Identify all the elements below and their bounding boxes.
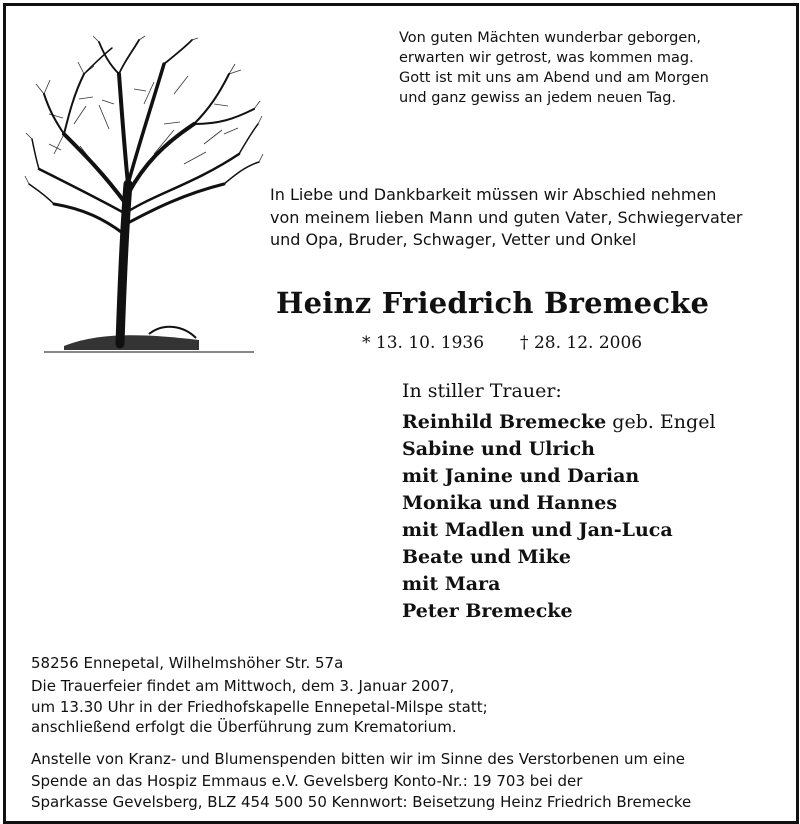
intro-line: In Liebe und Dankbarkeit müssen wir Abschied nehmen [270,185,717,204]
donation-line: Sparkasse Gevelsberg, BLZ 454 500 50 Kennwort: Beisetzung Heinz Friedrich Bremecke [31,793,692,811]
poem-line: erwarten wir getrost, was kommen mag. [399,50,694,66]
mourner-maiden-name: geb. Engel [612,411,716,433]
donation-line: Spende an das Hospiz Emmaus e.V. Gevelsberg Konto-Nr.: 19 703 bei der [31,771,583,790]
obituary-notice [3,3,799,824]
mourner-name: Reinhild Bremecke [402,411,607,433]
mourner-name: Monika und Hannes [402,492,618,514]
mourner-name: mit Madlen und Jan-Luca [402,519,673,541]
birth-date: * 13. 10. 1936 [362,333,485,353]
ceremony-line: anschließend erfolgt die Überführung zum Krematorium. [31,718,457,736]
mourner-name: mit Janine und Darian [402,465,640,487]
mourning-label: In stiller Trauer: [402,380,562,402]
mourners-list [402,409,716,625]
death-date: † 28. 12. 2006 [520,333,643,353]
poem [399,28,709,108]
tree-icon [24,34,264,354]
donation-line: Anstelle von Kranz- und Blumenspenden bitten wir im Sinne des Verstorbenen um eine [31,750,686,768]
poem-line: und ganz gewiss an jedem neuen Tag. [399,90,677,106]
mourner-item [402,517,716,544]
mourner-name: Peter Bremecke [402,600,573,622]
intro-line: von meinem lieben Mann und guten Vater, Schwiegervater [270,207,743,227]
deceased-name: Heinz Friedrich Bremecke [276,286,710,320]
mourner-item [402,571,716,598]
mourner-item [402,490,716,517]
mourner-item [402,463,716,490]
mourner-name: Sabine und Ulrich [402,438,595,460]
ceremony-info [31,676,488,738]
life-dates [362,333,642,353]
mourner-name: mit Mara [402,573,501,595]
mourner-item [402,598,716,625]
mourner-item [402,436,716,463]
mourner-name: Beate und Mike [402,546,571,568]
family-address: 58256 Ennepetal, Wilhelmshöher Str. 57a [31,654,344,672]
intro-line: und Opa, Bruder, Schwager, Vetter und Onkel [270,230,637,249]
ceremony-line: Die Trauerfeier findet am Mittwoch, dem 3. Januar 2007, [31,677,455,695]
ceremony-line: um 13.30 Uhr in der Friedhofskapelle Ennepetal-Milspe statt; [31,697,488,716]
mourner-item [402,409,716,436]
poem-line: Gott ist mit uns am Abend und am Morgen [399,70,709,86]
mourner-item [402,544,716,571]
intro-text [270,184,743,252]
poem-line: Von guten Mächten wunderbar geborgen, [399,30,702,46]
donation-info [31,749,691,814]
